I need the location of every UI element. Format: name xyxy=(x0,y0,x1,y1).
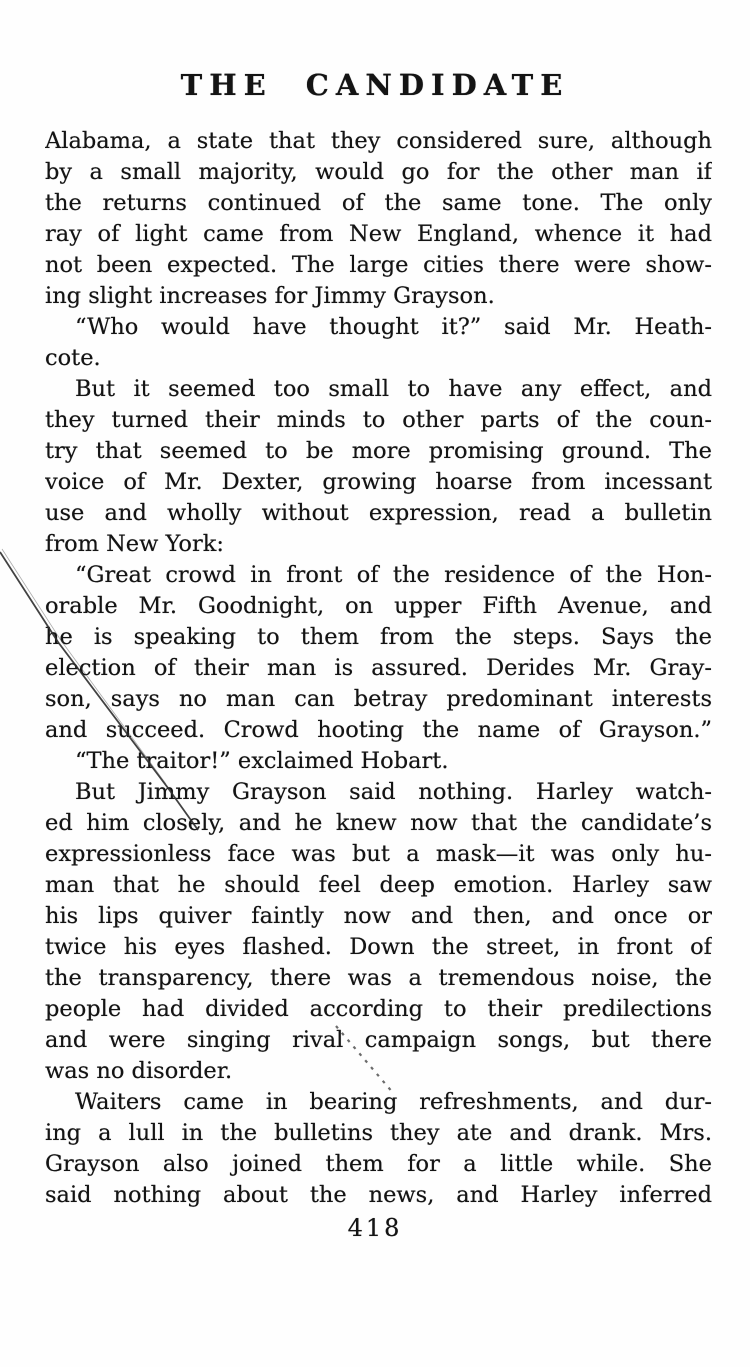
text-line: try that seemed to be more promising ground. The xyxy=(45,438,712,464)
text-line: But Jimmy Grayson said nothing. Harley watch- xyxy=(75,779,712,805)
text-line: twice his eyes flashed. Down the street, in front of xyxy=(45,934,712,960)
text-line: people had divided according to their predilections xyxy=(45,996,712,1022)
paragraph xyxy=(45,312,712,374)
text-line: ed him closely, and he knew now that the candidate’s xyxy=(45,810,712,836)
text-line: ray of light came from New England, whence it had xyxy=(45,221,712,247)
page-number: 418 xyxy=(347,1214,403,1242)
paragraph xyxy=(45,374,712,560)
text-block xyxy=(45,126,712,1211)
paragraph xyxy=(45,777,712,1087)
text-line: and succeed. Crowd hooting the name of Grayson.” xyxy=(45,717,712,743)
text-line: by a small majority, would go for the other man if xyxy=(45,159,712,185)
paragraph xyxy=(45,126,712,312)
paragraph xyxy=(45,746,712,777)
text-line: not been expected. The large cities there were show- xyxy=(45,252,712,278)
text-line: said nothing about the news, and Harley inferred xyxy=(45,1182,712,1208)
text-line: and were singing rival campaign songs, but there xyxy=(45,1027,712,1053)
text-line: son, says no man can betray predominant interests xyxy=(45,686,712,712)
text-line: the returns continued of the same tone. The only xyxy=(45,190,712,216)
text-line: they turned their minds to other parts of the coun- xyxy=(45,407,712,433)
text-line: “Great crowd in front of the residence of the Hon- xyxy=(75,562,712,588)
text-line: ing a lull in the bulletins they ate and drank. Mrs. xyxy=(45,1120,712,1146)
text-line: “Who would have thought it?” said Mr. Heath- xyxy=(75,314,712,340)
text-line: man that he should feel deep emotion. Harley saw xyxy=(45,872,712,898)
text-line: his lips quiver faintly now and then, and once or xyxy=(45,903,712,929)
text-line: But it seemed too small to have any effect, and xyxy=(75,376,712,402)
paragraph xyxy=(45,560,712,746)
text-line: the transparency, there was a tremendous noise, the xyxy=(45,965,712,991)
page-title: THE CANDIDATE xyxy=(180,68,570,102)
text-line: use and wholly without expression, read a bulletin xyxy=(45,500,712,526)
text-line: voice of Mr. Dexter, growing hoarse from incessant xyxy=(45,469,712,495)
text-line: was no disorder. xyxy=(45,1058,233,1084)
text-line: cote. xyxy=(45,345,101,371)
text-line: Alabama, a state that they considered sure, although xyxy=(45,128,712,154)
text-line: ing slight increases for Jimmy Grayson. xyxy=(45,283,495,309)
text-line: from New York: xyxy=(45,531,224,557)
text-line: orable Mr. Goodnight, on upper Fifth Avenue, and xyxy=(45,593,712,619)
text-line: “The traitor!” exclaimed Hobart. xyxy=(75,748,449,774)
text-line: election of their man is assured. Derides Mr. Gray- xyxy=(45,655,712,681)
text-line: Waiters came in bearing refreshments, and dur- xyxy=(75,1089,712,1115)
paragraph xyxy=(45,1087,712,1211)
text-line: he is speaking to them from the steps. Says the xyxy=(45,624,712,650)
text-line: expressionless face was but a mask—it was only hu- xyxy=(45,841,712,867)
text-line: Grayson also joined them for a little while. She xyxy=(45,1151,712,1177)
